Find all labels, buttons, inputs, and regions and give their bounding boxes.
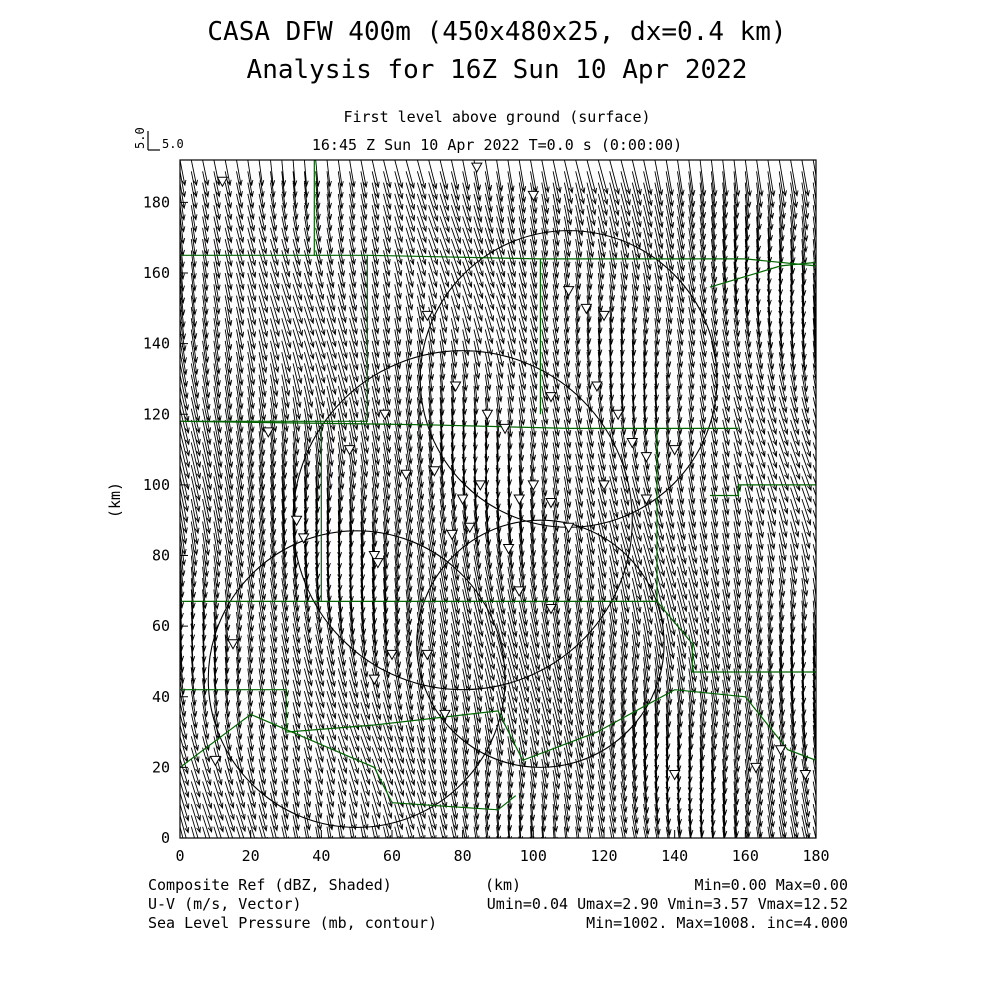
station-marker (475, 481, 485, 490)
legend-pressure: Sea Level Pressure (mb, contour) (148, 914, 437, 932)
station-marker (514, 587, 524, 596)
y-tick-label: 120 (142, 405, 170, 424)
y-tick-label: 0 (160, 829, 170, 847)
station-marker (514, 495, 524, 504)
station-marker (504, 544, 514, 553)
x-tick-label: 0 (175, 847, 185, 865)
station-marker (458, 495, 468, 504)
reflectivity-stats: Min=0.00 Max=0.00 (694, 876, 848, 894)
time-label: 16:45 Z Sun 10 Apr 2022 T=0.0 s (0:00:00) (311, 136, 683, 154)
x-tick-label: 160 (731, 847, 759, 865)
wind-stats: Umin=0.04 Umax=2.90 Vmin=3.57 Vmax=12.52 (486, 895, 848, 913)
ref-vector-label-horizontal: 5.0 (162, 137, 184, 151)
station-marker (472, 163, 482, 172)
wind-vector-field (179, 160, 822, 871)
y-tick-label: 100 (142, 475, 170, 494)
boundary-line (710, 262, 816, 287)
x-tick-label: 100 (519, 847, 547, 865)
x-axis (175, 830, 829, 865)
pressure-stats: Min=1002. Max=1008. inc=4.000 (586, 914, 848, 932)
wind-vectors (179, 160, 822, 871)
chart-subtitle: Analysis for 16Z Sun 10 Apr 2022 (246, 55, 748, 85)
y-tick-label: 140 (142, 334, 170, 353)
y-axis-label: (km) (106, 481, 124, 519)
ref-vector-label-vertical: 5.0 (133, 127, 147, 149)
y-tick-label: 20 (151, 758, 170, 777)
level-label: First level above ground (surface) (343, 108, 651, 126)
y-tick-label: 180 (142, 193, 170, 212)
reference-vector (133, 127, 184, 151)
station-marker (482, 410, 492, 419)
legend-wind-vectors: U-V (m/s, Vector) (148, 895, 302, 913)
x-tick-label: 20 (241, 847, 260, 865)
station-marker (387, 650, 397, 659)
station-marker (528, 481, 538, 490)
x-tick-label: 40 (312, 847, 331, 865)
station-marker (641, 453, 651, 462)
legend-reflectivity: Composite Ref (dBZ, Shaded) (148, 876, 392, 894)
x-tick-label: 120 (590, 847, 618, 865)
x-tick-label: 60 (382, 847, 402, 865)
y-tick-label: 80 (151, 546, 170, 565)
y-tick-label: 60 (151, 617, 170, 636)
x-axis-label: (km) (484, 876, 522, 894)
station-marker (210, 756, 220, 765)
y-tick-label: 160 (142, 264, 170, 282)
x-tick-label: 140 (661, 847, 689, 865)
y-tick-label: 40 (151, 687, 170, 706)
x-tick-label: 80 (453, 847, 472, 865)
chart-title: CASA DFW 400m (450x480x25, dx=0.4 km) (207, 17, 787, 47)
x-tick-label: 180 (802, 847, 830, 865)
